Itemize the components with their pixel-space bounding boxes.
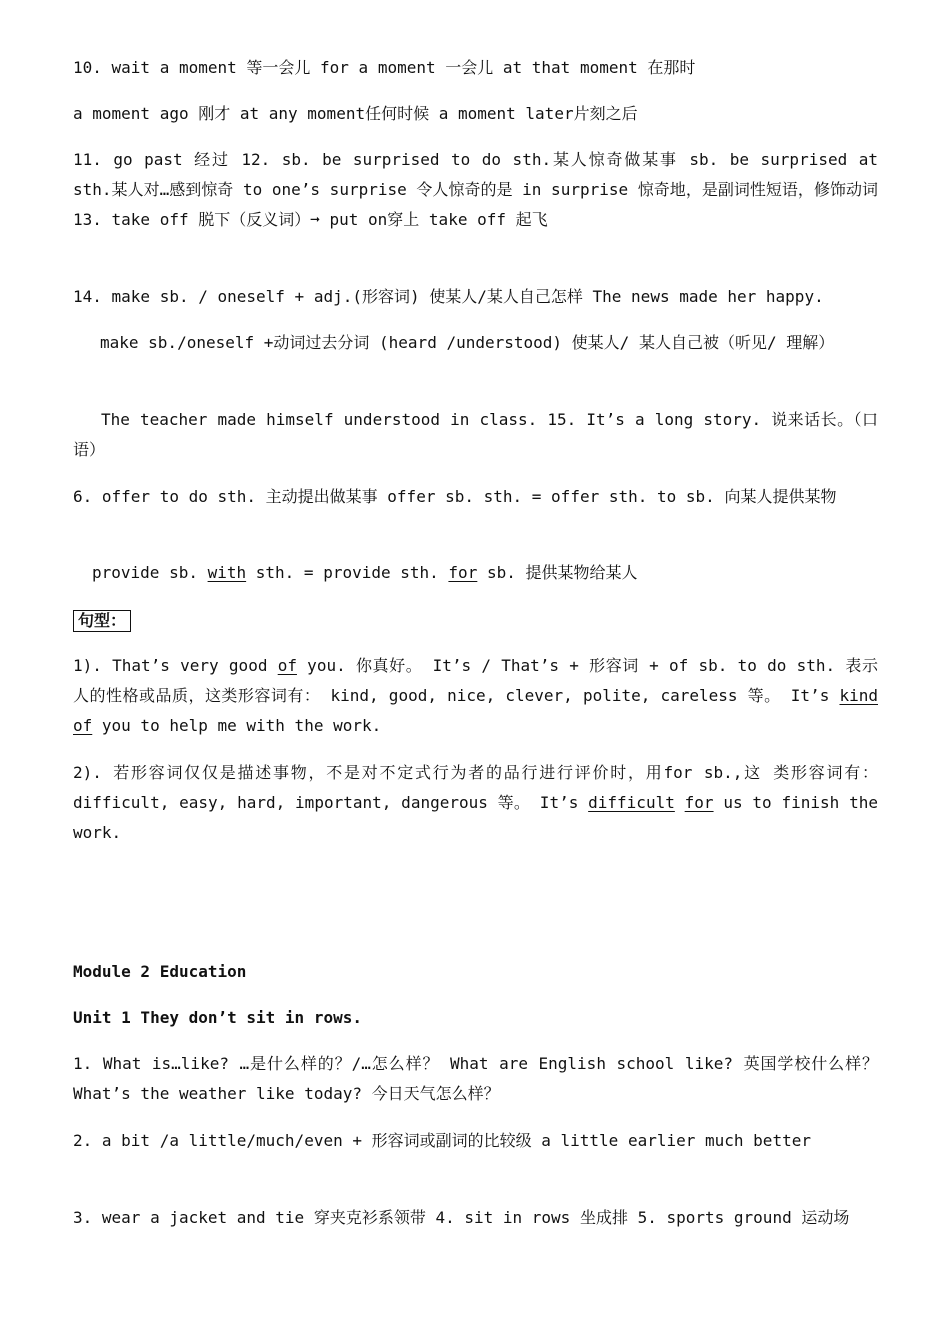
sentence-pattern-heading-line bbox=[73, 606, 878, 636]
unit-title-text: Unit 1 They don’t sit in rows. bbox=[73, 1008, 362, 1027]
note-text bbox=[675, 793, 685, 812]
note-text: 1. What is…like? …是什么样的？/…怎么样？ What are English school like? 英国学校什么样？ What’s the weather like today? 今日天气怎么样？ bbox=[73, 1054, 878, 1103]
note-item-14-c-15 bbox=[73, 405, 878, 465]
note-text: 2. a bit /a little/much/even + 形容词或副词的比较级 a little earlier much better bbox=[73, 1131, 811, 1150]
note-text: provide sb. bbox=[92, 563, 208, 582]
note-text: 10. wait a moment 等一会儿 for a moment 一会儿 at that moment 在那时 bbox=[73, 58, 696, 77]
note-text: 14. make sb. / oneself + adj.(形容词) 使某人/某人自己怎样 The news made her happy. bbox=[73, 287, 824, 306]
module-title-text: Module 2 Education bbox=[73, 962, 247, 981]
note-text: you to help me with the work. bbox=[92, 716, 382, 735]
note-item-14-b bbox=[100, 328, 878, 358]
note-item-14 bbox=[73, 282, 878, 312]
underlined-word: of bbox=[277, 656, 297, 675]
note-item-10-continued bbox=[73, 99, 878, 129]
unit-item-2 bbox=[73, 1126, 878, 1156]
note-text: 1). That’s very good bbox=[73, 656, 278, 675]
note-text: 2). 若形容词仅仅是描述事物，不是对不定式行为者的品行进行评价时，用for sb.,这 类形容词有：difficult, easy, hard, important, dangerous 等。 It’s bbox=[73, 763, 878, 812]
note-text: sb. 提供某物给某人 bbox=[477, 563, 638, 582]
underlined-word: kind bbox=[839, 686, 878, 705]
underlined-word: difficult bbox=[588, 793, 675, 812]
sentence-pattern-2 bbox=[73, 758, 878, 848]
note-text: 6. offer to do sth. 主动提出做某事 offer sb. sth. = offer sth. to sb. 向某人提供某物 bbox=[73, 487, 837, 506]
note-text: The teacher made himself understood in class. 15. It’s a long story. 说来话长。（口语） bbox=[73, 410, 878, 459]
underlined-word: with bbox=[207, 563, 247, 582]
note-text: a moment ago 刚才 at any moment任何时候 a moment later片刻之后 bbox=[73, 104, 638, 123]
note-text: make sb./oneself +动词过去分词 (heard /understood) 使某人/ 某人自己被（听见/ 理解） bbox=[100, 333, 835, 352]
sentence-pattern-heading: 句型： bbox=[73, 610, 131, 632]
note-item-6 bbox=[73, 482, 878, 512]
unit-title bbox=[73, 1003, 878, 1033]
note-text: you. 你真好。 It’s / That’s + 形容词 + of sb. to do sth. 表示人的性格或品质，这类形容词有： kind, good, nice, clever, polite, careless 等。 It’s bbox=[73, 656, 878, 705]
sentence-pattern-1 bbox=[73, 651, 878, 741]
note-item-10 bbox=[73, 53, 878, 83]
note-text: us to finish the work. bbox=[73, 793, 878, 842]
underlined-word: for bbox=[448, 563, 478, 582]
note-item-6-provide bbox=[92, 558, 878, 588]
note-text: sth. = provide sth. bbox=[246, 563, 449, 582]
unit-item-1 bbox=[73, 1049, 878, 1109]
underlined-word: of bbox=[73, 716, 93, 735]
note-text: 3. wear a jacket and tie 穿夹克衫系领带 4. sit in rows 坐成排 5. sports ground 运动场 bbox=[73, 1208, 850, 1227]
note-item-11-13 bbox=[73, 145, 878, 235]
unit-item-3-5 bbox=[73, 1203, 878, 1233]
note-text: 11. go past 经过 12. sb. be surprised to do sth.某人惊奇做某事 sb. be surprised at sth.某人对…感到惊奇 to one’s surprise 令人惊奇的是 in surprise 惊奇地，是副词性短语，修饰动词 13. take off 脱下（反义词）➞ put on穿上 take off 起飞 bbox=[73, 150, 878, 229]
module-title bbox=[73, 957, 878, 987]
underlined-word: for bbox=[684, 793, 714, 812]
